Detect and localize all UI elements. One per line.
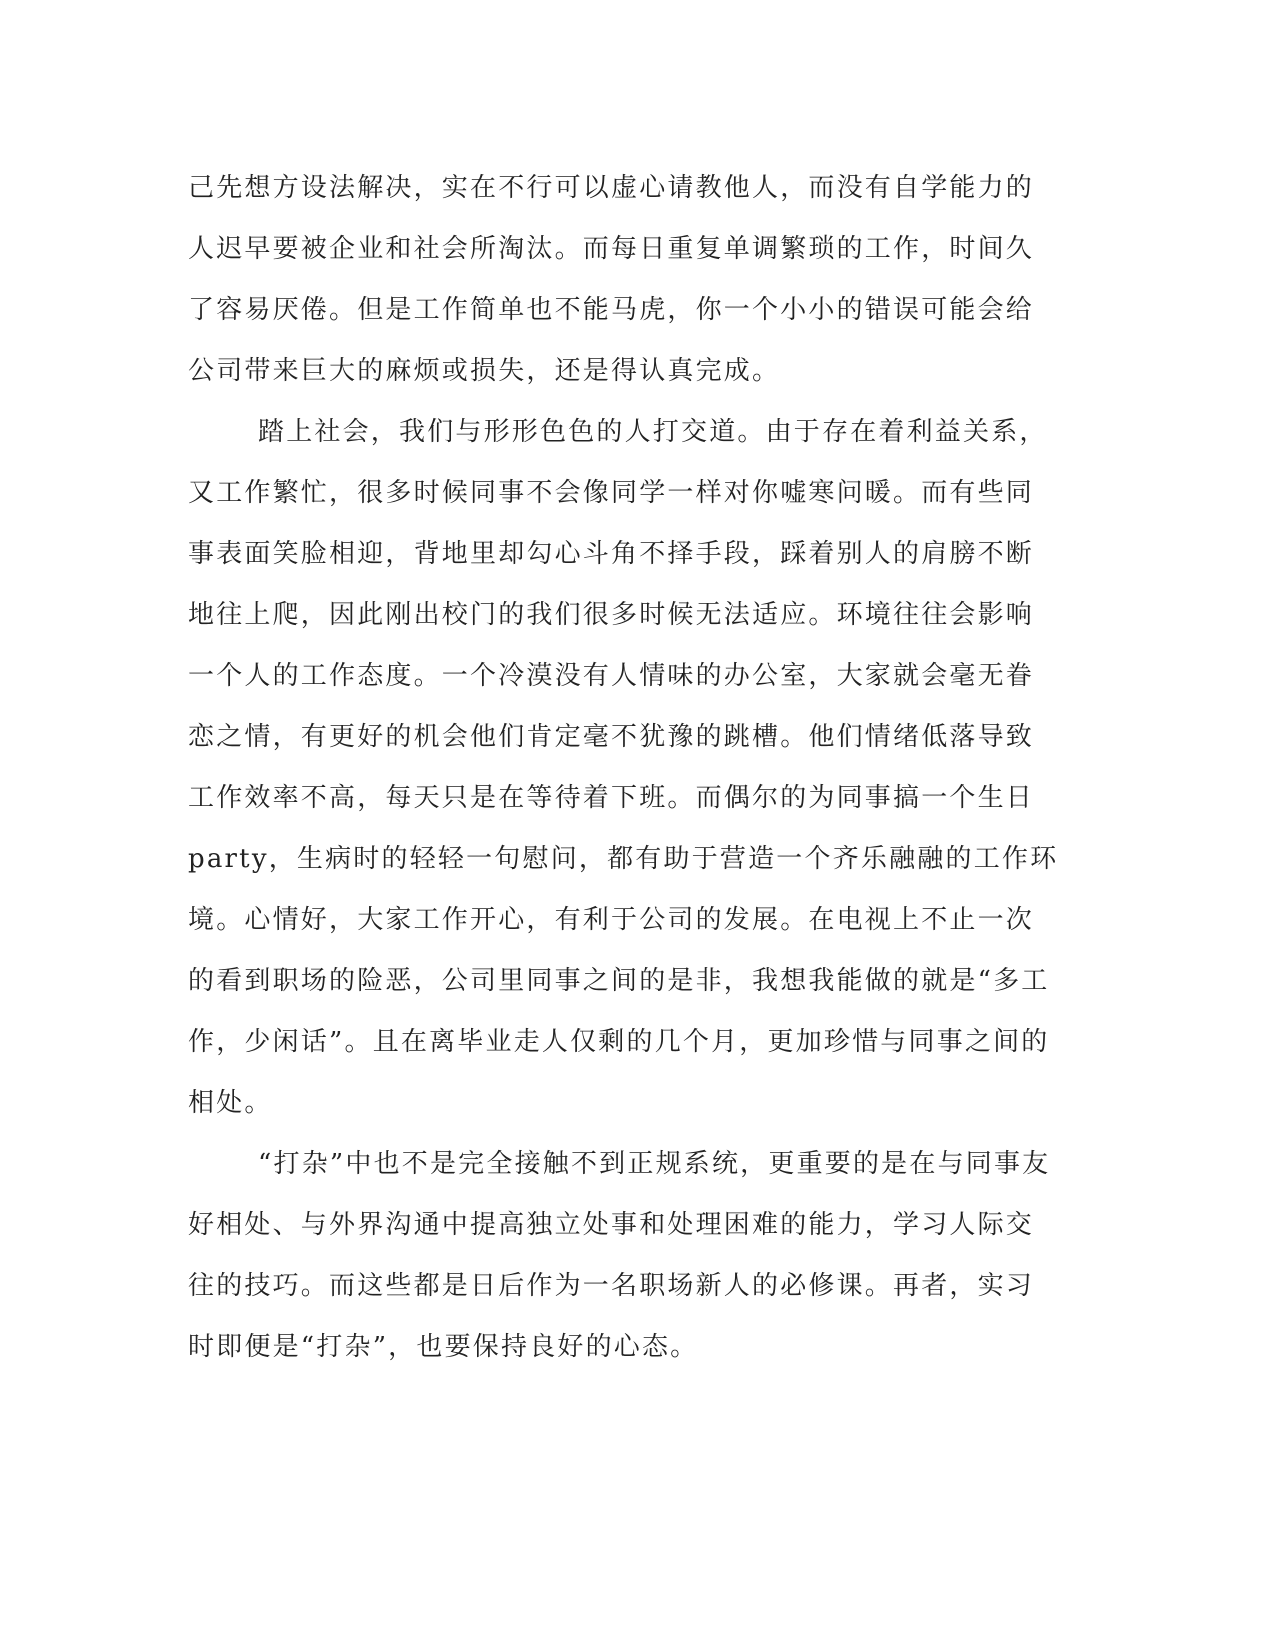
text-line: 公司带来巨大的麻烦或损失，还是得认真完成。 (188, 356, 781, 386)
paragraph-1 (188, 158, 1068, 402)
paragraph-2 (188, 402, 1068, 1134)
text-line: 地往上爬，因此刚出校门的我们很多时候无法适应。环境往往会影响 (188, 600, 1035, 630)
text-line: 往的技巧。而这些都是日后作为一名职场新人的必修课。再者，实习 (188, 1271, 1035, 1301)
text-line: 踏上社会，我们与形形色色的人打交道。由于存在着利益关系， (258, 417, 1048, 447)
text-line: 好相处、与外界沟通中提高独立处事和处理困难的能力，学习人际交 (188, 1210, 1035, 1240)
text-line: 人迟早要被企业和社会所淘汰。而每日重复单调繁琐的工作，时间久 (188, 234, 1035, 264)
text-line: 一个人的工作态度。一个冷漠没有人情味的办公室，大家就会毫无眷 (188, 661, 1035, 691)
text-line: 工作效率不高，每天只是在等待着下班。而偶尔的为同事搞一个生日 (188, 783, 1035, 813)
text-line: party，生病时的轻轻一句慰问，都有助于营造一个齐乐融融的工作环 (188, 844, 1059, 874)
text-line: “打杂”中也不是完全接触不到正规系统，更重要的是在与同事友 (258, 1149, 1051, 1179)
text-line: 作，少闲话”。且在离毕业走人仅剩的几个月，更加珍惜与同事之间的 (188, 1027, 1050, 1057)
text-line: 的看到职场的险恶，公司里同事之间的是非，我想我能做的就是“多工 (188, 966, 1050, 996)
text-line: 又工作繁忙，很多时候同事不会像同学一样对你嘘寒问暖。而有些同 (188, 478, 1035, 508)
text-line: 事表面笑脸相迎，背地里却勾心斗角不择手段，踩着别人的肩膀不断 (188, 539, 1035, 569)
text-line: 时即便是“打杂”，也要保持良好的心态。 (188, 1332, 699, 1362)
text-line: 恋之情，有更好的机会他们肯定毫不犹豫的跳槽。他们情绪低落导致 (188, 722, 1035, 752)
text-line: 己先想方设法解决，实在不行可以虚心请教他人，而没有自学能力的 (188, 173, 1035, 203)
text-line: 相处。 (188, 1088, 273, 1118)
text-line: 了容易厌倦。但是工作简单也不能马虎，你一个小小的错误可能会给 (188, 295, 1035, 325)
text-line: 境。心情好，大家工作开心，有利于公司的发展。在电视上不止一次 (188, 905, 1035, 935)
body-text (188, 158, 1068, 1378)
paragraph-3 (188, 1134, 1068, 1378)
